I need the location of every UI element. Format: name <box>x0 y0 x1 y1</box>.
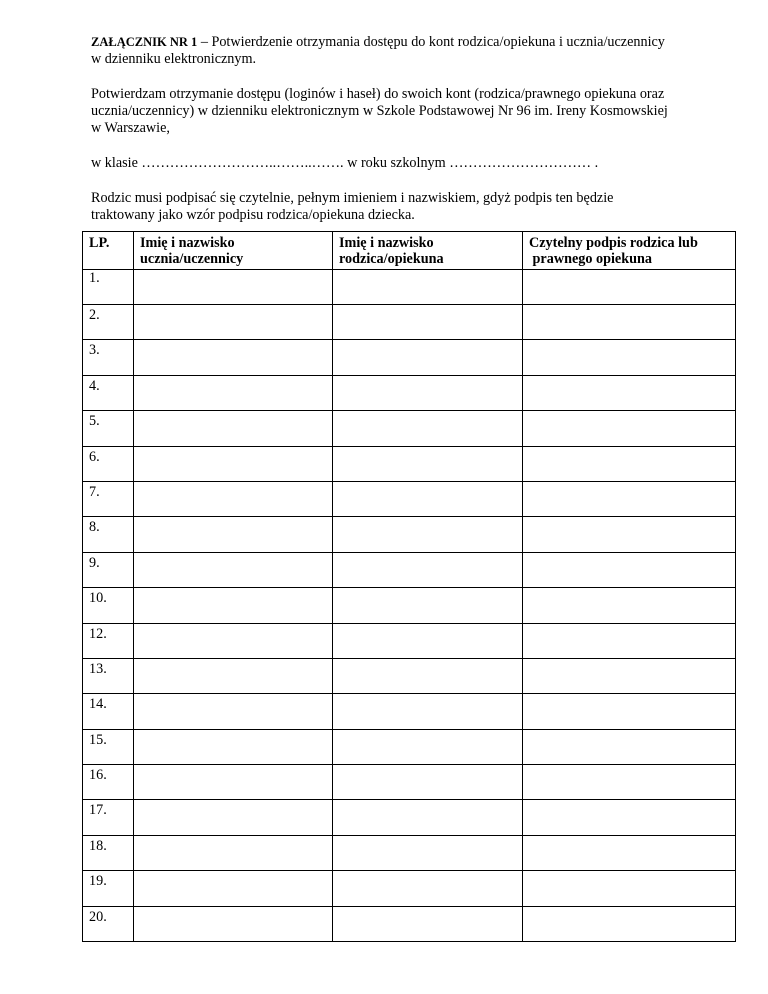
student-name-cell[interactable] <box>134 765 333 800</box>
parent-name-cell[interactable] <box>333 481 523 516</box>
table-row <box>83 906 736 941</box>
signature-cell[interactable] <box>523 588 736 623</box>
header-student-line2: ucznia/uczennicy <box>140 251 244 267</box>
table-body <box>83 270 736 942</box>
signature-cell[interactable] <box>523 729 736 764</box>
sign-note-line-1: Rodzic musi podpisać się czytelnie, pełnym imieniem i nazwiskiem, gdyż podpis ten będzie <box>91 190 614 206</box>
table-row <box>83 800 736 835</box>
row-number: 3. <box>89 342 100 359</box>
row-number: 1. <box>89 270 100 286</box>
signature-cell[interactable] <box>523 270 736 305</box>
table-row <box>83 729 736 764</box>
row-number: 20. <box>89 908 107 925</box>
lp-cell <box>83 340 134 375</box>
confirm-line-1: Potwierdzam otrzymanie dostępu (loginów i haseł) do swoich kont (rodzica/prawnego opiekuna oraz <box>91 86 665 102</box>
row-number: 19. <box>89 873 107 890</box>
document-page <box>91 34 731 224</box>
lp-cell <box>83 411 134 446</box>
lp-cell <box>83 517 134 552</box>
lp-cell <box>83 446 134 481</box>
table-row <box>83 375 736 410</box>
header-parent-name <box>333 232 523 270</box>
parent-name-cell[interactable] <box>333 305 523 340</box>
header-student-line1: Imię i nazwisko <box>140 235 235 251</box>
row-number: 15. <box>89 731 107 748</box>
table-row <box>83 552 736 587</box>
table-row <box>83 481 736 516</box>
confirm-line-3: w Warszawie, <box>91 120 170 136</box>
row-number: 6. <box>89 448 100 465</box>
student-name-cell[interactable] <box>134 835 333 870</box>
student-name-cell[interactable] <box>134 375 333 410</box>
student-name-cell[interactable] <box>134 623 333 658</box>
signature-cell[interactable] <box>523 517 736 552</box>
header-parent-line2: rodzica/opiekuna <box>339 251 444 267</box>
lp-cell <box>83 270 134 305</box>
row-number: 5. <box>89 413 100 430</box>
header-lp <box>83 232 134 270</box>
parent-name-cell[interactable] <box>333 623 523 658</box>
table-row <box>83 270 736 305</box>
signature-cell[interactable] <box>523 835 736 870</box>
lp-cell <box>83 729 134 764</box>
parent-name-cell[interactable] <box>333 729 523 764</box>
row-number: 9. <box>89 554 100 571</box>
header-lp-label: LP. <box>89 235 110 251</box>
table-row <box>83 446 736 481</box>
signature-cell[interactable] <box>523 694 736 729</box>
parent-name-cell[interactable] <box>333 765 523 800</box>
parent-name-cell[interactable] <box>333 340 523 375</box>
parent-name-cell[interactable] <box>333 552 523 587</box>
lp-cell <box>83 765 134 800</box>
signature-cell[interactable] <box>523 871 736 906</box>
table-row <box>83 658 736 693</box>
row-number: 13. <box>89 660 107 677</box>
lp-cell <box>83 835 134 870</box>
row-number: 8. <box>89 519 100 536</box>
lp-cell <box>83 871 134 906</box>
table-row <box>83 588 736 623</box>
row-number: 12. <box>89 625 107 642</box>
signature-cell[interactable] <box>523 305 736 340</box>
student-name-cell[interactable] <box>134 552 333 587</box>
table-row <box>83 765 736 800</box>
row-number: 2. <box>89 307 100 323</box>
table-row <box>83 340 736 375</box>
signature-cell[interactable] <box>523 906 736 941</box>
lp-cell <box>83 552 134 587</box>
table-row <box>83 623 736 658</box>
attachment-label: ZAŁĄCZNIK NR 1 <box>91 35 198 49</box>
student-name-cell[interactable] <box>134 800 333 835</box>
parent-name-cell[interactable] <box>333 446 523 481</box>
table-row <box>83 517 736 552</box>
confirm-line-2: ucznia/uczennicy) w dzienniku elektronicznym w Szkole Podstawowej Nr 96 im. Ireny Kosmowskiej <box>91 103 668 119</box>
signature-cell[interactable] <box>523 340 736 375</box>
sign-note-line-2: traktowany jako wzór podpisu rodzica/opiekuna dziecka. <box>91 207 415 223</box>
header-signature-line1: Czytelny podpis rodzica lub <box>529 235 698 251</box>
lp-cell <box>83 375 134 410</box>
student-name-cell[interactable] <box>134 481 333 516</box>
header-signature-line2: prawnego opiekuna <box>529 251 652 267</box>
student-name-cell[interactable] <box>134 658 333 693</box>
signature-cell[interactable] <box>523 765 736 800</box>
student-name-cell[interactable] <box>134 906 333 941</box>
parent-name-cell[interactable] <box>333 658 523 693</box>
signature-cell[interactable] <box>523 446 736 481</box>
table-row <box>83 305 736 340</box>
table-row <box>83 835 736 870</box>
row-number: 4. <box>89 377 100 394</box>
row-number: 16. <box>89 767 107 784</box>
student-name-cell[interactable] <box>134 871 333 906</box>
parent-name-cell[interactable] <box>333 835 523 870</box>
header-parent-line1: Imię i nazwisko <box>339 235 434 251</box>
student-name-cell[interactable] <box>134 305 333 340</box>
parent-name-cell[interactable] <box>333 871 523 906</box>
row-number: 7. <box>89 483 100 500</box>
parent-name-cell[interactable] <box>333 588 523 623</box>
lp-cell <box>83 481 134 516</box>
parent-name-cell[interactable] <box>333 800 523 835</box>
attachment-heading <box>91 34 731 51</box>
parent-name-cell[interactable] <box>333 694 523 729</box>
lp-cell <box>83 658 134 693</box>
signature-cell[interactable] <box>523 481 736 516</box>
signature-cell[interactable] <box>523 552 736 587</box>
student-name-cell[interactable] <box>134 411 333 446</box>
signature-cell[interactable] <box>523 375 736 410</box>
table-row <box>83 694 736 729</box>
row-number: 17. <box>89 802 107 819</box>
row-number: 18. <box>89 837 107 854</box>
row-number: 10. <box>89 590 107 607</box>
signature-cell[interactable] <box>523 800 736 835</box>
lp-cell <box>83 694 134 729</box>
student-name-cell[interactable] <box>134 729 333 764</box>
signature-cell[interactable] <box>523 658 736 693</box>
header-student-name <box>134 232 333 270</box>
row-number: 14. <box>89 696 107 713</box>
lp-cell <box>83 906 134 941</box>
header-signature <box>523 232 736 270</box>
student-name-cell[interactable] <box>134 517 333 552</box>
parent-name-cell[interactable] <box>333 270 523 305</box>
table-row <box>83 871 736 906</box>
signature-table <box>82 231 736 942</box>
parent-name-cell[interactable] <box>333 906 523 941</box>
table-header-row <box>83 232 736 270</box>
parent-name-cell[interactable] <box>333 411 523 446</box>
student-name-cell[interactable] <box>134 446 333 481</box>
parent-name-cell[interactable] <box>333 517 523 552</box>
lp-cell <box>83 305 134 340</box>
attachment-title-text: – Potwierdzenie otrzymania dostępu do kont rodzica/opiekuna i ucznia/uczennicy <box>197 34 665 50</box>
student-name-cell[interactable] <box>134 340 333 375</box>
class-year-line: w klasie ………………………..……..……. w roku szkolnym ………………………… . <box>91 155 599 171</box>
student-name-cell[interactable] <box>134 694 333 729</box>
lp-cell <box>83 800 134 835</box>
student-name-cell[interactable] <box>134 270 333 305</box>
student-name-cell[interactable] <box>134 588 333 623</box>
signature-cell[interactable] <box>523 623 736 658</box>
signature-cell[interactable] <box>523 411 736 446</box>
lp-cell <box>83 623 134 658</box>
table-row <box>83 411 736 446</box>
attachment-title-line2: w dzienniku elektronicznym. <box>91 51 257 67</box>
lp-cell <box>83 588 134 623</box>
parent-name-cell[interactable] <box>333 375 523 410</box>
